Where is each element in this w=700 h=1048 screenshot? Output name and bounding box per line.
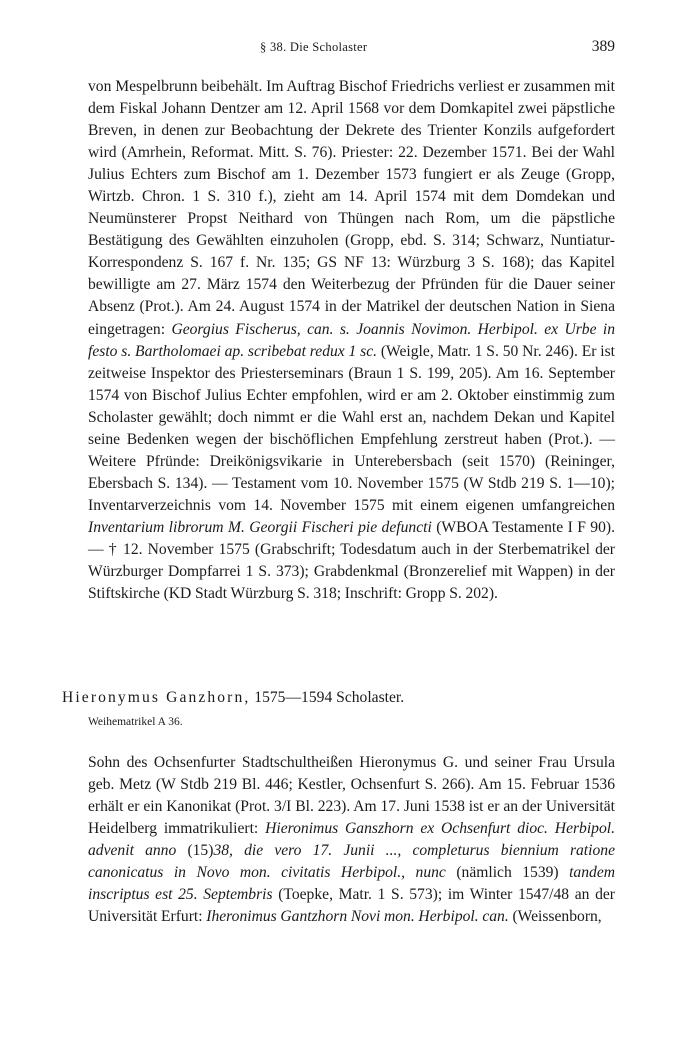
inventory-title: Inventarium librorum M. Georgii Fischeri pie defuncti xyxy=(88,518,432,536)
matricula-quote: Hieronimus Ganszhorn ex Ochsenfurt dioc. Herbipol. advenit anno xyxy=(88,820,616,860)
matricula-quote: Georgius Fischerus, can. s. Joannis Novimon. Herbipol. ex Urbe in festo s. Bartholomaei ap. scribebat redux 1 sc. xyxy=(88,320,616,360)
matricula-quote: Iheronimus Gantzhorn Novi mon. Herbipol. can. xyxy=(206,908,509,926)
paragraph-text: (Weigle, Matr. 1 S. 50 Nr. 246). Er ist zeitweise Inspektor des Priesterseminars (Braun 1 S. 199, 205). Am 16. September 1574 von Bischof Julius Echter empfohlen, wird er am 2. Oktober einstimmig zum Scholaster gewählt; doch nimmt er die Wahl erst an, nachdem Dekan und Kapitel seine Bedenken wegen der bischöflichen Empfehlung zerstreut haben (Prot.). — Weitere Pfründe: Dreikönigsvikarie in Unterebersbach (seit 1570) (Reininger, Ebersbach S. 134). — Testament vom 10. November 1575 (W Stdb 219 S. 1—10); Inventarverzeichnis vom 14. November 1575 mit einem eigenen umfangreichen xyxy=(88,342,615,514)
page-header xyxy=(88,40,615,62)
page-number: 389 xyxy=(591,38,615,55)
paragraph-text: (Toepke, Matr. 1 S. 573); im Winter 1547/48 an der Universität Erfurt: xyxy=(88,886,615,926)
entry-name: Hieronymus Ganzhorn, xyxy=(62,689,251,706)
paragraph-text: (15) xyxy=(176,842,214,860)
entry-heading xyxy=(62,689,404,707)
paragraph-text: von Mespelbrunn beibehält. Im Auftrag Bischof Friedrichs verliest er zusammen mit dem Fiskal Johann Dentzer am 12. April 1568 vor dem Domkapitel zwei päpstliche Breven, in denen zur Beobachtung der Dekrete des Trienter Konzils aufgefordert wird (Amrhein, Reformat. Mitt. S. 76). Priester: 22. Dezember 1571. Bei der Wahl Julius Echters zum Bischof am 1. Dezember 1573 fungiert er als Zeuge (Gropp, Wirtzb. Chron. 1 S. 310 f.), zieht am 14. April 1574 mit dem Domdekan und Neumünsterer Propst Neithard von Thüngen nach Rom, um die päpstliche Bestätigung des Gewählten einzuholen (Gropp, ebd. S. 314; Schwarz, Nuntiatur-Korrespondenz S. 167 f. Nr. 135; GS NF 13: Würzburg 3 S. 168); das Kapitel bewilligte am 27. März 1574 den Weiterbezug der Pfründen für die Dauer seiner Absenz (Prot.). Am 24. August 1574 in der Matrikel der deutschen Nation in Siena eingetragen: xyxy=(88,78,615,338)
paragraph-text: (Weissenborn, xyxy=(508,908,602,926)
paragraph-text: (WBOA Testamente I F 90). — † 12. November 1575 (Grabschrift; Todesdatum auch in der Sterbematrikel der Würzburger Dompfarrei 1 S. 373); Grabdenkmal (Bronzerelief mit Wappen) in der Stiftskirche (KD Stadt Würzburg S. 318; Inschrift: Gropp S. 202). xyxy=(88,518,615,603)
biography-paragraph-ganzhorn xyxy=(88,752,615,928)
entry-note: Weihematrikel A 36. xyxy=(88,716,183,728)
entry-dates: 1575—1594 Scholaster. xyxy=(250,689,405,706)
matricula-quote: tandem inscriptus est 25. Septembris xyxy=(88,864,615,904)
paragraph-text: (nämlich 1539) xyxy=(445,864,570,882)
biography-paragraph-fischer xyxy=(88,76,615,605)
running-head: § 38. Die Scholaster xyxy=(260,40,368,54)
paragraph-text: Sohn des Ochsenfurter Stadtschultheißen Hieronymus G. und seiner Frau Ursula geb. Metz (W Stdb 219 Bl. 446; Kestler, Ochsenfurt S. 266). Am 15. Februar 1536 erhält er ein Kanonikat (Prot. 3/I Bl. 223). Am 17. Juni 1538 ist er an der Universität Heidelberg immatrikuliert: xyxy=(88,754,615,838)
matricula-quote: 38, die vero 17. Junii ..., completurus biennium ratione canonicatus in Novo mon. civitatis Herbipol., nunc xyxy=(88,842,615,882)
